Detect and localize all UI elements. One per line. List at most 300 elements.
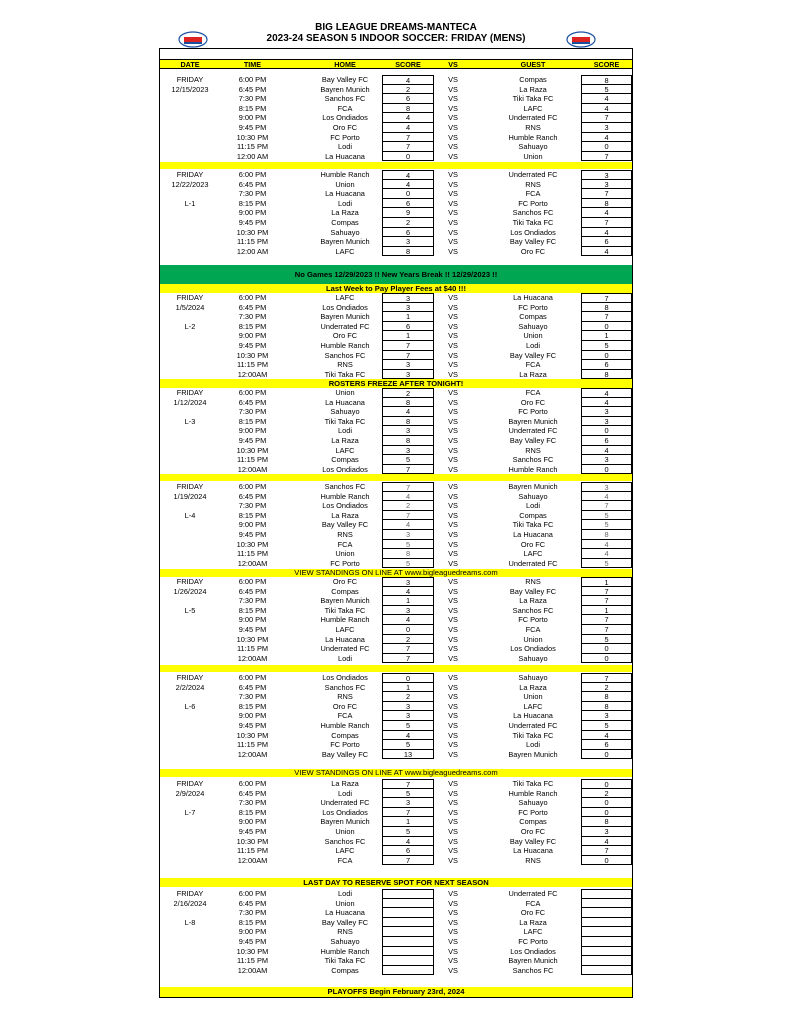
guest-score: 4: [581, 731, 632, 741]
guest-team: Compas: [519, 510, 547, 520]
home-team: FCA: [337, 539, 353, 549]
home-score: 4: [382, 587, 434, 597]
home-team: Bayren Munich: [320, 596, 370, 606]
guest-score: 3: [581, 417, 632, 427]
home-team: RNS: [337, 692, 353, 702]
guest-team: Union: [523, 331, 543, 341]
home-team: Tiki Taka FC: [324, 956, 366, 966]
home-team: La Raza: [331, 510, 359, 520]
guest-score: 8: [581, 702, 632, 712]
game-time: 6:45 PM: [238, 397, 267, 407]
home-score: 5: [382, 827, 434, 837]
game-row: [160, 303, 632, 313]
game-time: 12:00AM: [237, 855, 268, 865]
game-row: [160, 721, 632, 731]
game-time: 10:30 PM: [236, 730, 269, 740]
guest-team: Lodi: [526, 501, 540, 511]
guest-team: La Huacana: [513, 846, 553, 856]
guest-team: Bay Valley FC: [509, 836, 557, 846]
home-team: FCA: [337, 711, 353, 721]
guest-score: 4: [581, 837, 632, 847]
home-team: Underrated FC: [320, 644, 370, 654]
guest-score: 7: [581, 625, 632, 635]
home-score: 7: [382, 341, 434, 351]
guest-score: 3: [581, 455, 632, 465]
game-time: 10:30 PM: [236, 132, 269, 142]
guest-team: RNS: [525, 445, 541, 455]
vs-label: VS: [448, 94, 458, 104]
game-time: 12:00AM: [237, 369, 268, 379]
guest-team: FC Porto: [518, 615, 548, 625]
game-time: 6:00 PM: [238, 673, 267, 682]
guest-team: Humble Ranch: [508, 788, 558, 798]
game-row: [160, 228, 632, 238]
home-score: 2: [382, 692, 434, 702]
game-time: 10:30 PM: [236, 350, 269, 360]
game-time: 6:00 PM: [238, 482, 267, 491]
guest-team: FC Porto: [518, 937, 548, 946]
vs-label: VS: [448, 558, 458, 568]
vs-label: VS: [448, 577, 458, 586]
guest-score: 0: [581, 426, 632, 436]
home-score: 9: [382, 208, 434, 218]
game-row: [160, 237, 632, 247]
home-team: Bayren Munich: [320, 312, 370, 322]
home-score: 5: [382, 540, 434, 550]
guest-team: Sanchos FC: [512, 605, 554, 615]
guest-score: 4: [581, 398, 632, 408]
guest-score: 8: [581, 199, 632, 209]
guest-score: 4: [581, 446, 632, 456]
separator-bar: [160, 162, 632, 169]
game-time: 11:15 PM: [236, 549, 269, 559]
guest-score: 0: [581, 465, 632, 475]
home-score: [382, 908, 434, 918]
vs-label: VS: [448, 898, 458, 908]
game-time: 9:45 PM: [238, 530, 267, 539]
guest-score: 5: [581, 559, 632, 569]
guest-score: 5: [581, 635, 632, 645]
game-row: [160, 750, 632, 760]
vs-label: VS: [448, 445, 458, 455]
game-time: 12:00AM: [237, 965, 268, 975]
home-score: 3: [382, 293, 434, 303]
col-home: HOME: [334, 60, 356, 69]
guest-team: FC Porto: [518, 407, 548, 417]
guest-team: Tiki Taka FC: [512, 520, 554, 530]
guest-score: 0: [581, 798, 632, 808]
week-day: FRIDAY: [176, 388, 204, 397]
game-row: [160, 606, 632, 616]
vs-label: VS: [448, 464, 458, 474]
home-score: [382, 889, 434, 899]
guest-score: 5: [581, 520, 632, 530]
guest-team: FCA: [525, 360, 541, 370]
home-team: Sahuayo: [330, 407, 360, 417]
week-label: L-8: [184, 917, 196, 927]
home-score: 8: [382, 104, 434, 114]
home-team: Compas: [331, 730, 359, 740]
vs-label: VS: [448, 123, 458, 132]
guest-score: 0: [581, 856, 632, 866]
home-team: RNS: [337, 360, 353, 370]
week-day: FRIDAY: [176, 293, 204, 302]
game-row: [160, 152, 632, 162]
home-team: Bay Valley FC: [321, 75, 369, 84]
vs-label: VS: [448, 836, 458, 846]
home-score: 1: [382, 331, 434, 341]
vs-label: VS: [448, 142, 458, 152]
home-score: 6: [382, 846, 434, 856]
game-time: 6:00 PM: [238, 388, 267, 397]
home-team: Tiki Taka FC: [324, 416, 366, 426]
home-team: FC Porto: [330, 132, 360, 142]
home-score: 13: [382, 750, 434, 760]
vs-label: VS: [448, 436, 458, 445]
game-row: [160, 559, 632, 569]
guest-score: 8: [581, 303, 632, 313]
vs-label: VS: [448, 644, 458, 654]
game-row: [160, 615, 632, 625]
guest-team: Union: [523, 634, 543, 644]
home-team: La Huacana: [325, 189, 365, 199]
guest-team: Underrated FC: [508, 426, 558, 436]
game-time: 8:15 PM: [238, 917, 267, 927]
home-team: Humble Ranch: [320, 491, 370, 501]
game-time: 9:45 PM: [238, 123, 267, 132]
guest-team: Oro FC: [520, 827, 546, 836]
vs-label: VS: [448, 827, 458, 836]
home-team: LAFC: [335, 846, 355, 856]
game-row: [160, 683, 632, 693]
game-time: 10:30 PM: [236, 946, 269, 956]
game-time: 9:00 PM: [238, 113, 267, 123]
week-day: FRIDAY: [176, 673, 204, 682]
game-row: [160, 351, 632, 361]
home-score: 1: [382, 312, 434, 322]
week-label: L-3: [184, 416, 196, 426]
game-time: 11:15 PM: [236, 142, 269, 152]
vs-label: VS: [448, 673, 458, 682]
guest-team: Sanchos FC: [512, 208, 554, 218]
game-row: [160, 407, 632, 417]
game-time: 6:00 PM: [238, 889, 267, 898]
home-team: Lodi: [338, 198, 352, 208]
vs-label: VS: [448, 908, 458, 918]
game-time: 9:00 PM: [238, 208, 267, 218]
home-score: 3: [382, 606, 434, 616]
game-row: [160, 740, 632, 750]
guest-score: 2: [581, 789, 632, 799]
home-team: Los Ondiados: [322, 464, 368, 474]
home-score: 7: [382, 133, 434, 143]
vs-label: VS: [448, 740, 458, 750]
vs-label: VS: [448, 807, 458, 817]
guest-team: Bay Valley FC: [509, 350, 557, 360]
vs-label: VS: [448, 682, 458, 692]
home-score: 7: [382, 644, 434, 654]
home-score: 3: [382, 370, 434, 380]
guest-score: 5: [581, 511, 632, 521]
game-time: 6:45 PM: [238, 302, 267, 312]
guest-score: [581, 947, 632, 957]
home-score: 4: [382, 123, 434, 133]
separator-bar: [160, 665, 632, 672]
guest-team: Humble Ranch: [508, 132, 558, 142]
guest-team: Sahuayo: [518, 653, 548, 663]
home-score: 3: [382, 426, 434, 436]
home-team: Bay Valley FC: [321, 749, 369, 759]
guest-team: La Raza: [519, 682, 547, 692]
week-label: [160, 104, 220, 114]
home-team: Humble Ranch: [320, 721, 370, 730]
game-row: [160, 549, 632, 559]
guest-score: 7: [581, 846, 632, 856]
home-team: RNS: [337, 530, 353, 539]
home-team: Union: [335, 388, 355, 397]
game-row: [160, 322, 632, 332]
guest-team: Lodi: [526, 740, 540, 750]
game-time: 10:30 PM: [236, 836, 269, 846]
game-time: 8:15 PM: [238, 701, 267, 711]
vs-label: VS: [448, 208, 458, 218]
home-score: 1: [382, 683, 434, 693]
week-label: L-4: [184, 510, 196, 520]
guest-score: [581, 889, 632, 899]
week-date: 2/9/2024: [175, 788, 205, 798]
guest-score: 1: [581, 577, 632, 587]
vs-label: VS: [448, 846, 458, 856]
game-time: 6:00 PM: [238, 75, 267, 84]
home-team: FC Porto: [330, 558, 360, 568]
vs-label: VS: [448, 730, 458, 740]
guest-team: La Huacana: [513, 530, 553, 539]
home-score: [382, 966, 434, 976]
guest-team: Bayren Munich: [508, 482, 558, 491]
home-score: 2: [382, 635, 434, 645]
week-date: 1/26/2024: [173, 586, 207, 596]
vs-label: VS: [448, 407, 458, 417]
game-row: [160, 673, 632, 683]
home-team: Los Ondiados: [322, 113, 368, 123]
vs-label: VS: [448, 416, 458, 426]
home-score: 7: [382, 465, 434, 475]
vs-label: VS: [448, 530, 458, 539]
home-team: Tiki Taka FC: [324, 369, 366, 379]
guest-score: [581, 966, 632, 976]
vs-label: VS: [448, 956, 458, 966]
guest-score: 7: [581, 113, 632, 123]
game-time: 8:15 PM: [238, 103, 267, 113]
game-row: [160, 908, 632, 918]
guest-score: 4: [581, 247, 632, 257]
home-team: Union: [335, 827, 355, 836]
guest-score: 7: [581, 587, 632, 597]
home-score: 3: [382, 237, 434, 247]
game-row: [160, 889, 632, 899]
guest-team: Oro FC: [520, 908, 546, 918]
game-row: [160, 798, 632, 808]
guest-score: 3: [581, 407, 632, 417]
home-team: Compas: [331, 586, 359, 596]
home-team: La Raza: [331, 779, 359, 788]
game-row: [160, 937, 632, 947]
home-score: 1: [382, 817, 434, 827]
week-label: L-2: [184, 321, 196, 331]
home-team: Tiki Taka FC: [324, 605, 366, 615]
home-score: 7: [382, 779, 434, 789]
guest-score: 0: [581, 808, 632, 818]
vs-label: VS: [448, 817, 458, 827]
game-row: [160, 654, 632, 664]
guest-score: 4: [581, 228, 632, 238]
guest-team: Underrated FC: [508, 113, 558, 123]
game-time: 7:30 PM: [238, 908, 267, 918]
vs-label: VS: [448, 132, 458, 142]
home-score: 4: [382, 113, 434, 123]
guest-team: La Huacana: [513, 293, 553, 302]
home-team: La Huacana: [325, 151, 365, 161]
game-time: 8:15 PM: [238, 510, 267, 520]
vs-label: VS: [448, 965, 458, 975]
week-day: FRIDAY: [176, 889, 204, 898]
guest-score: 7: [581, 189, 632, 199]
week-label: L-7: [184, 807, 196, 817]
game-row: [160, 779, 632, 789]
guest-team: Sanchos FC: [512, 455, 554, 465]
home-team: Oro FC: [332, 577, 358, 586]
guest-team: RNS: [525, 577, 541, 586]
guest-team: Oro FC: [520, 246, 546, 256]
guest-score: 6: [581, 436, 632, 446]
home-score: [382, 937, 434, 947]
game-time: 9:00 PM: [238, 817, 267, 827]
guest-score: 3: [581, 482, 632, 492]
home-team: Humble Ranch: [320, 170, 370, 179]
vs-label: VS: [448, 179, 458, 189]
col-time: TIME: [243, 60, 262, 69]
week-day: FRIDAY: [176, 170, 204, 179]
game-time: 9:00 PM: [238, 331, 267, 341]
guest-team: Sahuayo: [518, 321, 548, 331]
guest-score: [581, 899, 632, 909]
game-row: [160, 492, 632, 502]
guest-score: 4: [581, 492, 632, 502]
home-team: Union: [335, 549, 355, 559]
game-time: 12:00AM: [237, 464, 268, 474]
game-row: [160, 170, 632, 180]
guest-score: 3: [581, 711, 632, 721]
notice-rosters: ROSTERS FREEZE AFTER TONIGHT!: [160, 379, 632, 388]
col-score: SCORE: [395, 60, 421, 69]
home-score: 6: [382, 94, 434, 104]
week-label: L-5: [184, 605, 196, 615]
game-row: [160, 827, 632, 837]
game-row: [160, 596, 632, 606]
game-row: [160, 702, 632, 712]
guest-team: Underrated FC: [508, 170, 558, 179]
home-team: Bayren Munich: [320, 84, 370, 94]
guest-score: 3: [581, 170, 632, 180]
home-team: Sanchos FC: [324, 836, 366, 846]
guest-team: FCA: [525, 625, 541, 634]
home-score: 7: [382, 808, 434, 818]
guest-team: LAFC: [523, 103, 543, 113]
game-time: 11:15 PM: [236, 846, 269, 856]
guest-score: 0: [581, 654, 632, 664]
home-score: 4: [382, 75, 434, 85]
vs-label: VS: [448, 549, 458, 559]
guest-score: 1: [581, 606, 632, 616]
guest-score: 7: [581, 596, 632, 606]
home-team: Lodi: [338, 889, 352, 898]
home-team: Lodi: [338, 788, 352, 798]
game-time: 8:15 PM: [238, 198, 267, 208]
guest-score: 3: [581, 827, 632, 837]
game-row: [160, 511, 632, 521]
home-team: Los Ondiados: [322, 501, 368, 511]
game-row: [160, 104, 632, 114]
game-row: [160, 341, 632, 351]
guest-team: Bay Valley FC: [509, 436, 557, 445]
guest-team: LAFC: [523, 549, 543, 559]
game-row: [160, 312, 632, 322]
game-time: 9:00 PM: [238, 711, 267, 721]
game-row: [160, 142, 632, 152]
notice-fees: Last Week to Pay Player Fees at $40 !!!: [160, 284, 632, 293]
vs-label: VS: [448, 426, 458, 436]
guest-team: Tiki Taka FC: [512, 779, 554, 788]
guest-score: 1: [581, 331, 632, 341]
game-row: [160, 199, 632, 209]
game-row: [160, 966, 632, 976]
vs-label: VS: [448, 369, 458, 379]
guest-score: 5: [581, 721, 632, 731]
game-time: 6:45 PM: [238, 84, 267, 94]
game-time: 6:00 PM: [238, 577, 267, 586]
game-row: [160, 520, 632, 530]
league-logo-right-icon: [566, 31, 596, 48]
vs-label: VS: [448, 917, 458, 927]
week-day: FRIDAY: [176, 482, 204, 491]
home-score: [382, 956, 434, 966]
home-score: 8: [382, 417, 434, 427]
guest-team: Sahuayo: [518, 673, 548, 682]
vs-label: VS: [448, 798, 458, 808]
home-team: FC Porto: [330, 740, 360, 750]
guest-team: La Raza: [519, 596, 547, 606]
game-time: 6:45 PM: [238, 898, 267, 908]
vs-label: VS: [448, 84, 458, 94]
week-date: 2/16/2024: [173, 898, 207, 908]
guest-score: 0: [581, 779, 632, 789]
col-guest: GUEST: [520, 60, 546, 69]
home-team: Bayren Munich: [320, 237, 370, 247]
home-score: 3: [382, 711, 434, 721]
home-team: Humble Ranch: [320, 946, 370, 956]
game-time: 11:15 PM: [236, 956, 269, 966]
game-row: [160, 918, 632, 928]
game-row: [160, 75, 632, 85]
week-day: FRIDAY: [176, 75, 204, 84]
home-team: Compas: [331, 455, 359, 465]
vs-label: VS: [448, 397, 458, 407]
home-score: [382, 899, 434, 909]
home-score: 4: [382, 837, 434, 847]
game-row: [160, 189, 632, 199]
game-row: [160, 530, 632, 540]
game-time: 7:30 PM: [238, 596, 267, 606]
